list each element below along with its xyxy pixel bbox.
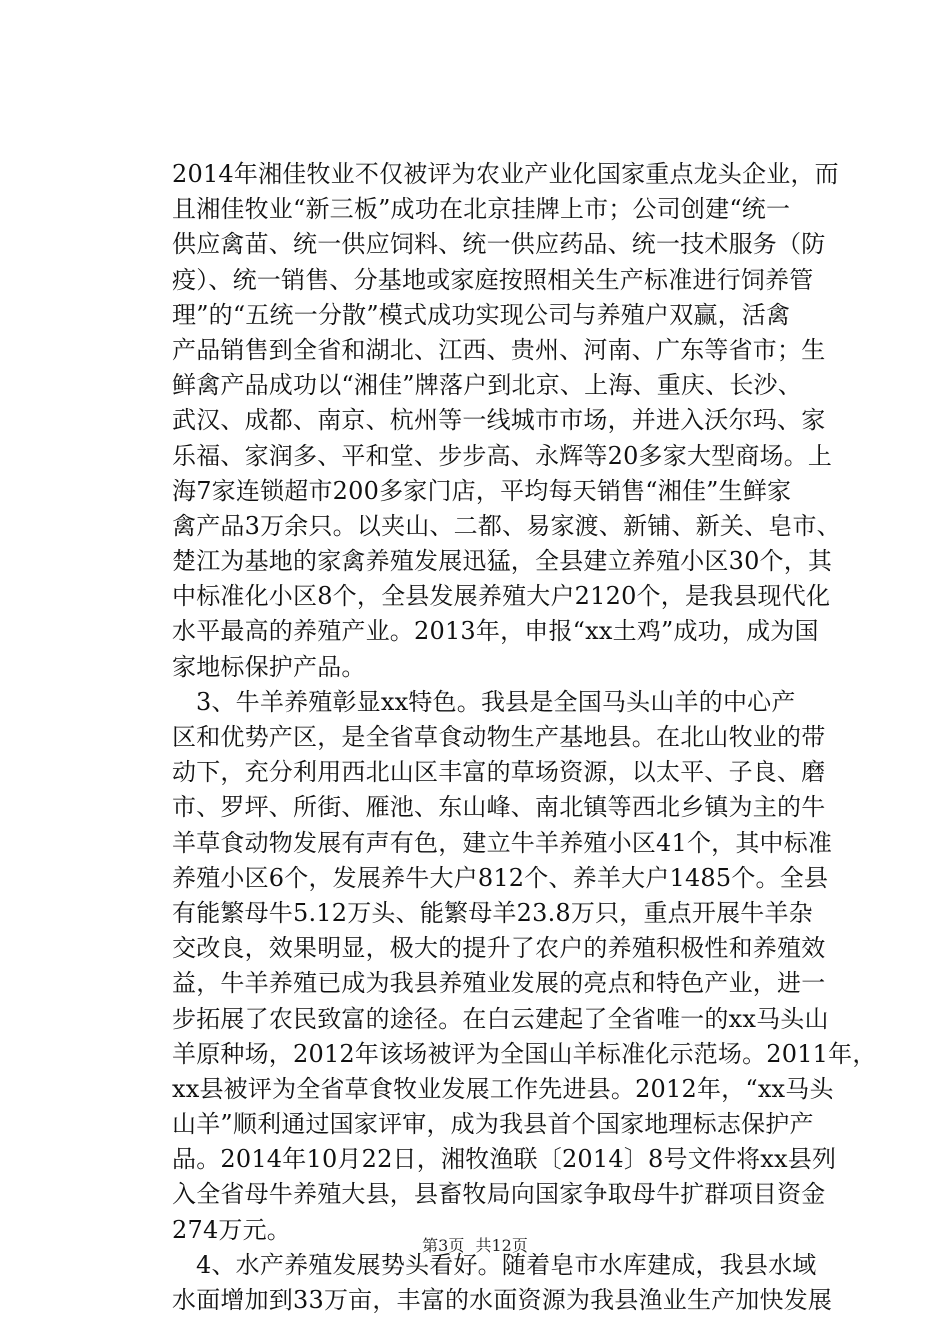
paragraph-start-line: 4、水产养殖发展势头看好。随着皂市水库建成，我县水域 (196, 1250, 817, 1279)
text-line: 入全省母牛养殖大县，县畜牧局向国家争取母牛扩群项目资金 (172, 1180, 826, 1209)
body-text (172, 157, 877, 1318)
text-line: 羊原种场，2012年该场被评为全国山羊标准化示范场。2011年， (172, 1039, 877, 1068)
text-line: 禽产品3万余只。以夹山、二都、易家渡、新铺、新关、皂市、 (172, 511, 841, 540)
text-line: 理”的“五统一分散”模式成功实现公司与养殖户双赢，活禽 (172, 300, 791, 329)
text-line: 楚江为基地的家禽养殖发展迅猛，全县建立养殖小区30个，其 (172, 547, 833, 576)
text-line: 产品销售到全省和湖北、江西、贵州、河南、广东等省市；生 (172, 335, 826, 364)
page-total: 共12页 (475, 1236, 528, 1255)
text-line: 海7家连锁超市200多家门店，平均每天销售“湘佳”生鲜家 (172, 476, 792, 505)
text-line: 交改良，效果明显，极大的提升了农户的养殖积极性和养殖效 (172, 934, 826, 963)
text-line: 步拓展了农民致富的途径。在白云建起了全省唯一的xx马头山 (172, 1004, 829, 1033)
text-line: 274万元。 (172, 1215, 292, 1244)
text-line: 水面增加到33万亩，丰富的水面资源为我县渔业生产加快发展 (172, 1286, 833, 1314)
text-line: 益，牛羊养殖已成为我县养殖业发展的亮点和特色产业，进一 (172, 969, 826, 998)
text-line: 区和优势产区，是全省草食动物生产基地县。在北山牧业的带 (172, 723, 826, 751)
text-line: 供应禽苗、统一供应饲料、统一供应药品、统一技术服务（防 (172, 230, 826, 259)
text-line: 且湘佳牧业“新三板”成功在北京挂牌上市；公司创建“统一 (172, 195, 791, 224)
text-line: 鲜禽产品成功以“湘佳”牌落户到北京、上海、重庆、长沙、 (172, 371, 802, 400)
text-line: 山羊”顺利通过国家评审，成为我县首个国家地理标志保护产 (172, 1110, 814, 1139)
text-line: xx县被评为全省草食牧业发展工作先进县。2012年，“xx马头 (172, 1074, 834, 1103)
text-line: 家地标保护产品。 (172, 652, 366, 681)
text-line: 动下，充分利用西北山区丰富的草场资源，以太平、子良、磨 (172, 758, 826, 787)
page-footer (0, 1236, 950, 1256)
text-line: 武汉、成都、南京、杭州等一线城市市场，并进入沃尔玛、家 (172, 406, 826, 435)
text-line: 乐福、家润多、平和堂、步步高、永辉等20多家大型商场。上 (172, 441, 833, 470)
text-line: 2014年湘佳牧业不仅被评为农业产业化国家重点龙头企业，而 (172, 160, 839, 188)
text-line: 品。2014年10月22日，湘牧渔联〔2014〕8号文件将xx县列 (172, 1145, 837, 1174)
text-line: 养殖小区6个，发展养牛大户812个、养羊大户1485个。全县 (172, 863, 829, 892)
paragraph-start-line: 3、牛羊养殖彰显xx特色。我县是全国马头山羊的中心产 (196, 687, 796, 716)
text-line: 水平最高的养殖产业。2013年，申报“xx土鸡”成功，成为国 (172, 617, 819, 646)
text-line: 市、罗坪、所街、雁池、东山峰、南北镇等西北乡镇为主的牛 (172, 793, 826, 822)
text-line: 中标准化小区8个，全县发展养殖大户2120个，是我县现代化 (172, 582, 831, 611)
text-line: 羊草食动物发展有声有色，建立牛羊养殖小区41个，其中标准 (172, 828, 833, 857)
text-line: 有能繁母牛5.12万头、能繁母羊23.8万只，重点开展牛羊杂 (172, 898, 813, 927)
text-line: 疫）、统一销售、分基地或家庭按照相关生产标准进行饲养管 (172, 265, 814, 294)
page-number: 第3页 (422, 1236, 465, 1255)
